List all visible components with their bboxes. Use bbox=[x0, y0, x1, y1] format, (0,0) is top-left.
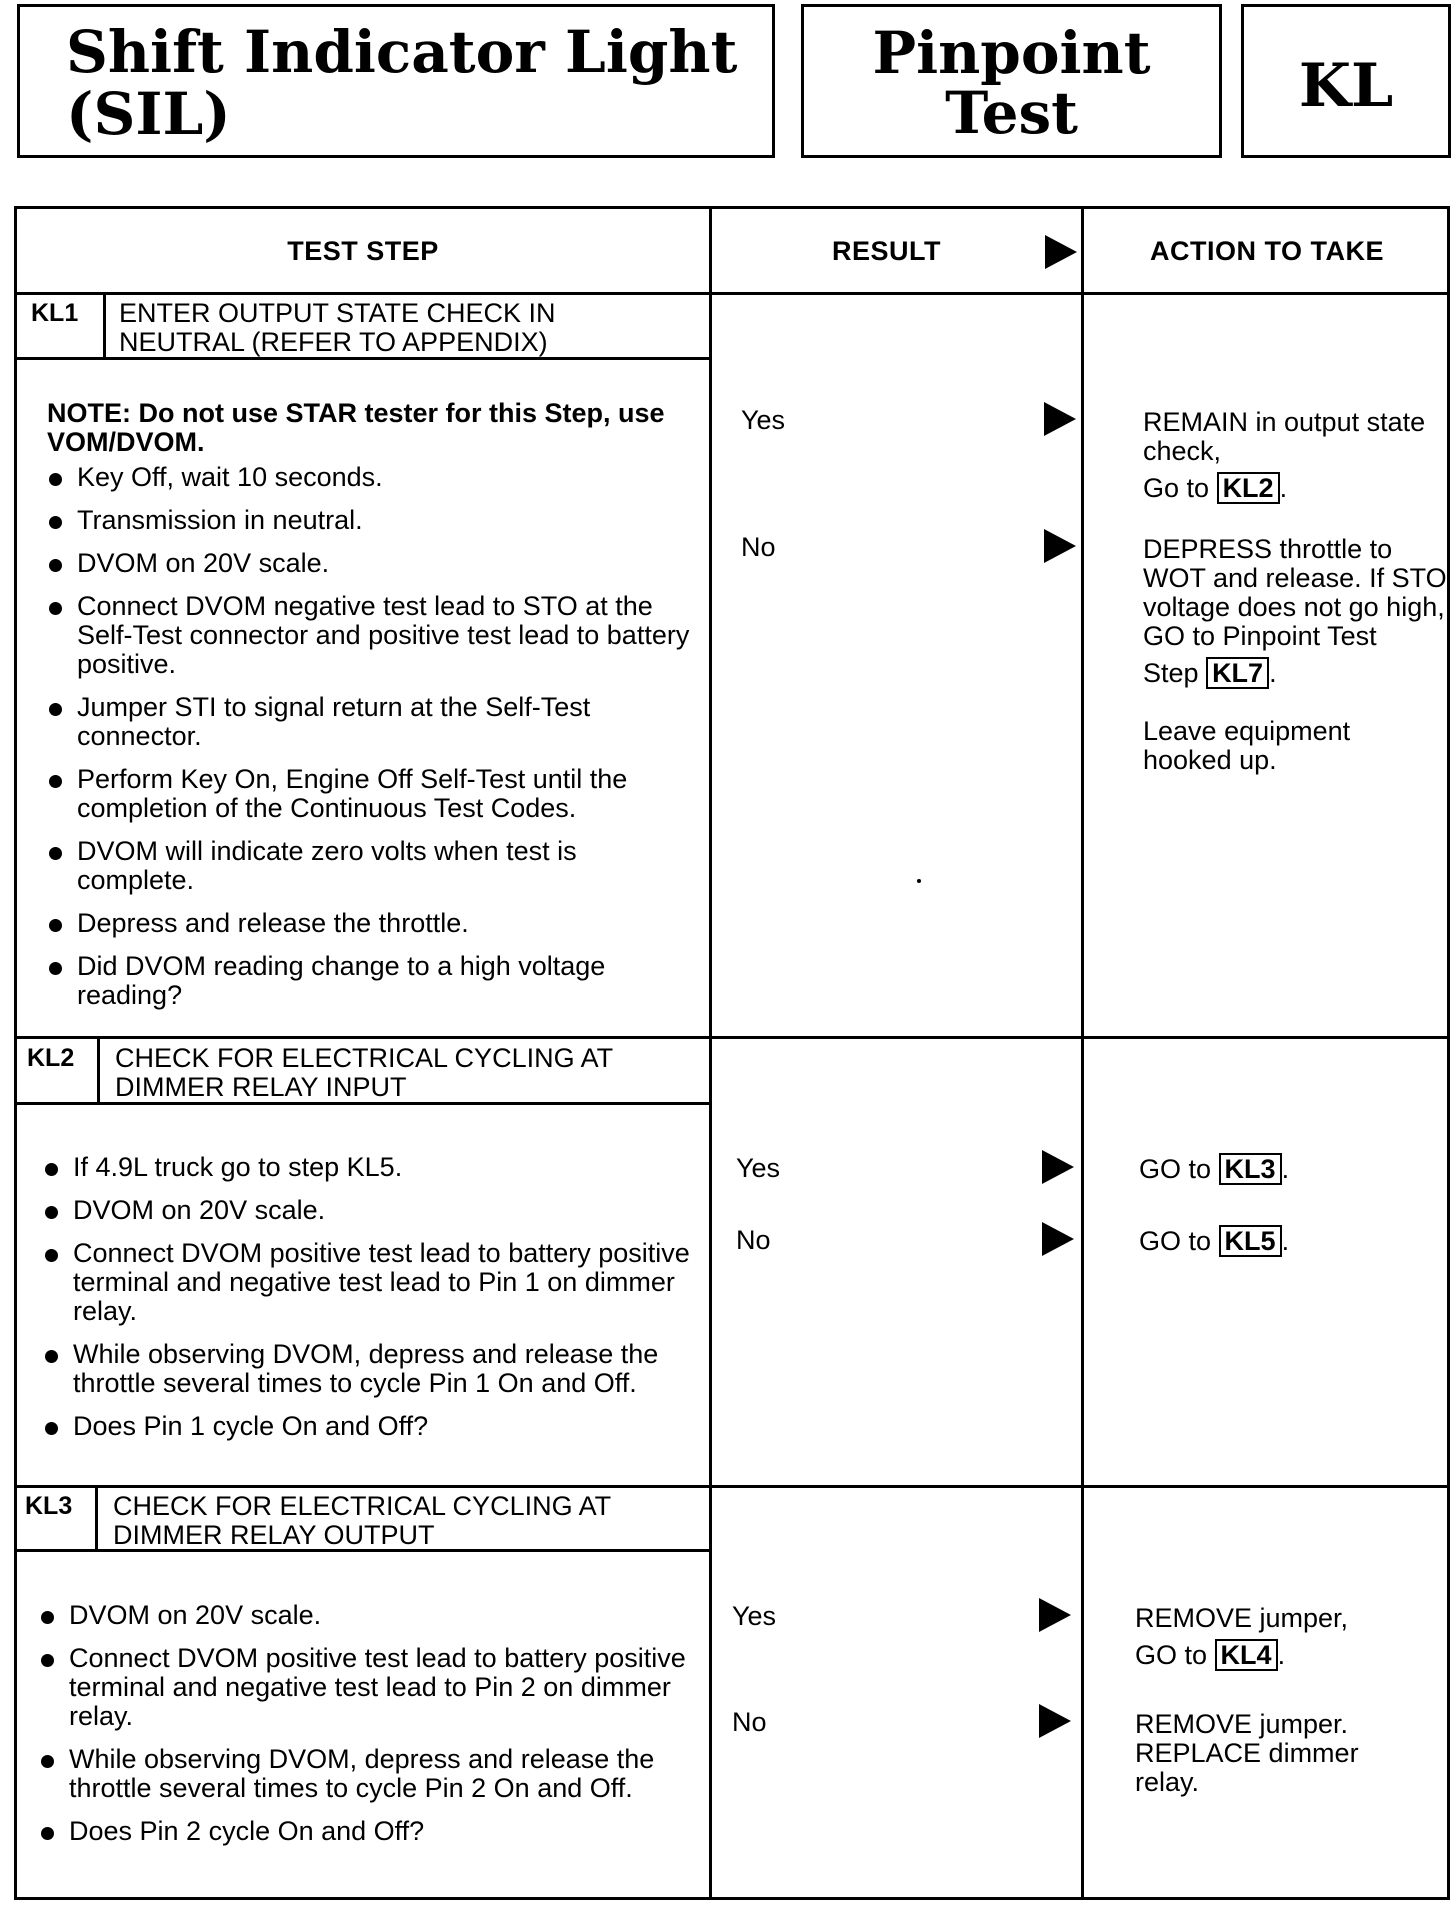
step-divider bbox=[17, 1485, 1447, 1488]
list-item: Key Off, wait 10 seconds. bbox=[47, 463, 697, 492]
bullet-list bbox=[43, 1153, 699, 1441]
page-title bbox=[66, 18, 738, 148]
action-line: DEPRESS throttle to WOT and release. If STO voltage does not go high, GO to Pinpoint Test bbox=[1143, 534, 1447, 651]
step-id-divider bbox=[97, 1036, 100, 1102]
step-id-divider bbox=[95, 1485, 98, 1549]
list-item: DVOM on 20V scale. bbox=[43, 1196, 699, 1225]
arrow-icon bbox=[1044, 402, 1076, 436]
list-item: DVOM will indicate zero volts when test is complete. bbox=[47, 837, 697, 895]
step-title-line: ENTER OUTPUT STATE CHECK IN bbox=[119, 298, 556, 328]
pinpoint-label bbox=[804, 19, 1219, 147]
step-id: KL2 bbox=[27, 1044, 75, 1072]
step-divider bbox=[17, 1036, 1447, 1039]
go-to-line: Step KL7 . bbox=[1143, 658, 1277, 688]
arrow-icon bbox=[1039, 1704, 1071, 1738]
step-title-divider bbox=[17, 357, 709, 360]
result-no: No bbox=[732, 1707, 767, 1737]
step-reference[interactable]: KL5 bbox=[1219, 1225, 1282, 1257]
scan-speck bbox=[917, 879, 921, 883]
arrow-icon bbox=[1044, 529, 1076, 563]
action-text bbox=[1143, 535, 1449, 775]
action-text: REMOVE jumper. REPLACE dimmer relay. bbox=[1135, 1709, 1359, 1797]
list-item: Did DVOM reading change to a high voltage reading? bbox=[47, 952, 697, 1010]
pinpoint-line-1: Pinpoint bbox=[872, 19, 1151, 87]
go-to-label: Step bbox=[1143, 658, 1199, 688]
action-line: REMAIN in output state check, bbox=[1143, 407, 1426, 466]
step-title-line: NEUTRAL (REFER TO APPENDIX) bbox=[119, 327, 548, 357]
step-body bbox=[39, 1601, 699, 1860]
column-divider-action bbox=[1081, 209, 1084, 1897]
step-title-divider bbox=[17, 1102, 709, 1105]
title-box bbox=[17, 4, 775, 158]
list-item: Connect DVOM positive test lead to battery positive terminal and negative test lead to Pin 2 on dimmer relay. bbox=[39, 1644, 699, 1731]
step-reference[interactable]: KL3 bbox=[1219, 1153, 1282, 1185]
step-reference[interactable]: KL4 bbox=[1215, 1639, 1278, 1671]
go-to-label: GO to bbox=[1139, 1154, 1212, 1184]
step-id-divider bbox=[103, 293, 106, 357]
column-divider-result bbox=[709, 209, 712, 1897]
list-item: Perform Key On, Engine Off Self-Test until the completion of the Continuous Test Codes. bbox=[47, 765, 697, 823]
action-text bbox=[1143, 408, 1443, 504]
go-to-label: Go to bbox=[1143, 473, 1210, 503]
list-item: DVOM on 20V scale. bbox=[47, 549, 697, 578]
column-header-result: RESULT bbox=[832, 235, 941, 266]
step-reference[interactable]: KL2 bbox=[1217, 472, 1280, 504]
title-line-1: Shift Indicator Light bbox=[66, 18, 738, 86]
list-item: Transmission in neutral. bbox=[47, 506, 697, 535]
column-header-test-step: TEST STEP bbox=[287, 235, 439, 266]
arrow-icon bbox=[1042, 1150, 1074, 1184]
go-to-line: GO to KL3 . bbox=[1139, 1154, 1290, 1184]
step-note: NOTE: Do not use STAR tester for this Step, use VOM/DVOM. bbox=[47, 398, 665, 457]
arrow-icon bbox=[1042, 1222, 1074, 1256]
go-to-label: GO to bbox=[1139, 1226, 1212, 1256]
test-code-box bbox=[1241, 4, 1451, 158]
step-title-line: CHECK FOR ELECTRICAL CYCLING AT bbox=[115, 1043, 614, 1073]
result-yes: Yes bbox=[732, 1601, 777, 1631]
go-to-line: GO to KL5 . bbox=[1139, 1226, 1290, 1256]
list-item: While observing DVOM, depress and release the throttle several times to cycle Pin 2 On and Off. bbox=[39, 1745, 699, 1803]
arrow-icon bbox=[1045, 235, 1077, 269]
action-line: REMOVE jumper, bbox=[1135, 1603, 1349, 1633]
step-id: KL3 bbox=[25, 1492, 73, 1520]
go-to-label: GO to bbox=[1135, 1640, 1208, 1670]
list-item: Does Pin 2 cycle On and Off? bbox=[39, 1817, 699, 1846]
step-reference[interactable]: KL7 bbox=[1206, 657, 1269, 689]
result-yes: Yes bbox=[741, 405, 786, 435]
action-text bbox=[1135, 1604, 1435, 1671]
arrow-icon bbox=[1039, 1598, 1071, 1632]
list-item: DVOM on 20V scale. bbox=[39, 1601, 699, 1630]
list-item: Jumper STI to signal return at the Self-Test connector. bbox=[47, 693, 697, 751]
result-no: No bbox=[736, 1225, 771, 1255]
list-item: Does Pin 1 cycle On and Off? bbox=[43, 1412, 699, 1441]
list-item: Connect DVOM positive test lead to battery positive terminal and negative test lead to Pin 1 on dimmer relay. bbox=[43, 1239, 699, 1326]
step-body bbox=[43, 1153, 699, 1455]
go-to-line: Go to KL2 . bbox=[1143, 473, 1288, 503]
result-no: No bbox=[741, 532, 776, 562]
pinpoint-table bbox=[14, 206, 1450, 1900]
pinpoint-box bbox=[801, 4, 1222, 158]
result-yes: Yes bbox=[736, 1153, 781, 1183]
pinpoint-line-2: Test bbox=[945, 79, 1078, 147]
step-title-line: CHECK FOR ELECTRICAL CYCLING AT bbox=[113, 1491, 612, 1521]
step-body bbox=[47, 399, 697, 1024]
list-item: While observing DVOM, depress and release the throttle several times to cycle Pin 1 On and Off. bbox=[43, 1340, 699, 1398]
list-item: Depress and release the throttle. bbox=[47, 909, 697, 938]
bullet-list bbox=[39, 1601, 699, 1846]
bullet-list bbox=[47, 463, 697, 1010]
action-note: Leave equipment hooked up. bbox=[1143, 716, 1351, 775]
step-title-line: DIMMER RELAY OUTPUT bbox=[113, 1520, 435, 1550]
test-code: KL bbox=[1298, 51, 1394, 121]
step-title bbox=[115, 1044, 613, 1102]
go-to-line: GO to KL4 . bbox=[1135, 1640, 1286, 1670]
list-item: Connect DVOM negative test lead to STO at the Self-Test connector and positive test lead to battery positive. bbox=[47, 592, 697, 679]
step-title bbox=[119, 299, 556, 357]
step-title bbox=[113, 1492, 611, 1550]
step-id: KL1 bbox=[31, 299, 79, 327]
column-header-action: ACTION TO TAKE bbox=[1150, 235, 1384, 266]
title-line-2: (SIL) bbox=[66, 80, 231, 148]
list-item: If 4.9L truck go to step KL5. bbox=[43, 1153, 699, 1182]
step-title-line: DIMMER RELAY INPUT bbox=[115, 1072, 407, 1102]
